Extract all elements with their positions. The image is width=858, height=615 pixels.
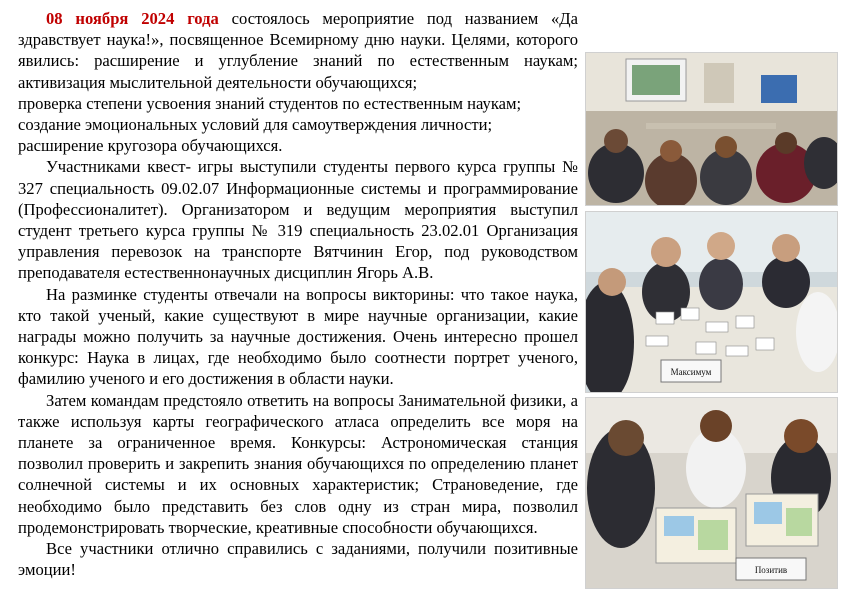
final-paragraph: Все участники отлично справились с заданиями, получили позитивные эмоции! (18, 539, 578, 580)
team-sign: Максимум (670, 367, 712, 377)
contests-paragraph: Затем командам предстояло ответить на вопросы Занимательной физики, а также используя карты географического атласа определить все моря на планете за ограниченное время. Конкурсы: Астрономическая станция позволил проверить и закрепить знания обучающихся по определению планет солнечной системы и их основных характеристик; Страноведение, где необходимо было представить без слов одну из стран мира, позволил продемонстрировать творческие, креативные способности обучающихся. (18, 390, 578, 537)
students-cards-photo (585, 211, 838, 393)
warmup-paragraph: На разминке студенты отвечали на вопросы викторины: что такое наука, кто такой ученый, какие существуют в мире научные организации, какие награды можно получить за научные достижения. Очень интересно прошел конкурс: Наука в лицах, где необходимо было соотнести портрет ученого, фамилию ученого и его достижения в области науки. (18, 284, 578, 389)
goal-line: расширение кругозора обучающихся. (18, 136, 283, 156)
goal-line: создание эмоциональных условий для самоутверждения личности; (18, 115, 493, 135)
team-sign: Позитив (754, 565, 788, 575)
intro-text: состоялось мероприятие под названием «Да здравствует наука!», посвященное Всемирному дню науки. Целями, которого явились: расширение и углубление знаний по естественным наукам; активизация мыслительной деятельности обучающихся; (18, 9, 578, 92)
participants-paragraph: Участниками квест- игры выступили студенты первого курса группы № 327 специальность 09.02.07 Информационные системы и программирование (Профессионалитет). Организатором и ведущим мероприятия выступил студент третьего курса группы № 319 специальность 23.02.01 Организация управления перевозок на транспорте Вятчинин Егор, под руководством преподавателя естественнонаучных дисциплин Ягорь А.В. (18, 157, 578, 283)
students-atlas-photo (585, 397, 838, 589)
goal-line: проверка степени усвоения знаний студентов по естественным наукам; (18, 93, 522, 113)
event-date: 08 ноября 2024 года (46, 9, 219, 28)
classroom-photo (585, 52, 838, 206)
article-text (18, 8, 578, 580)
intro-paragraph (18, 8, 578, 93)
